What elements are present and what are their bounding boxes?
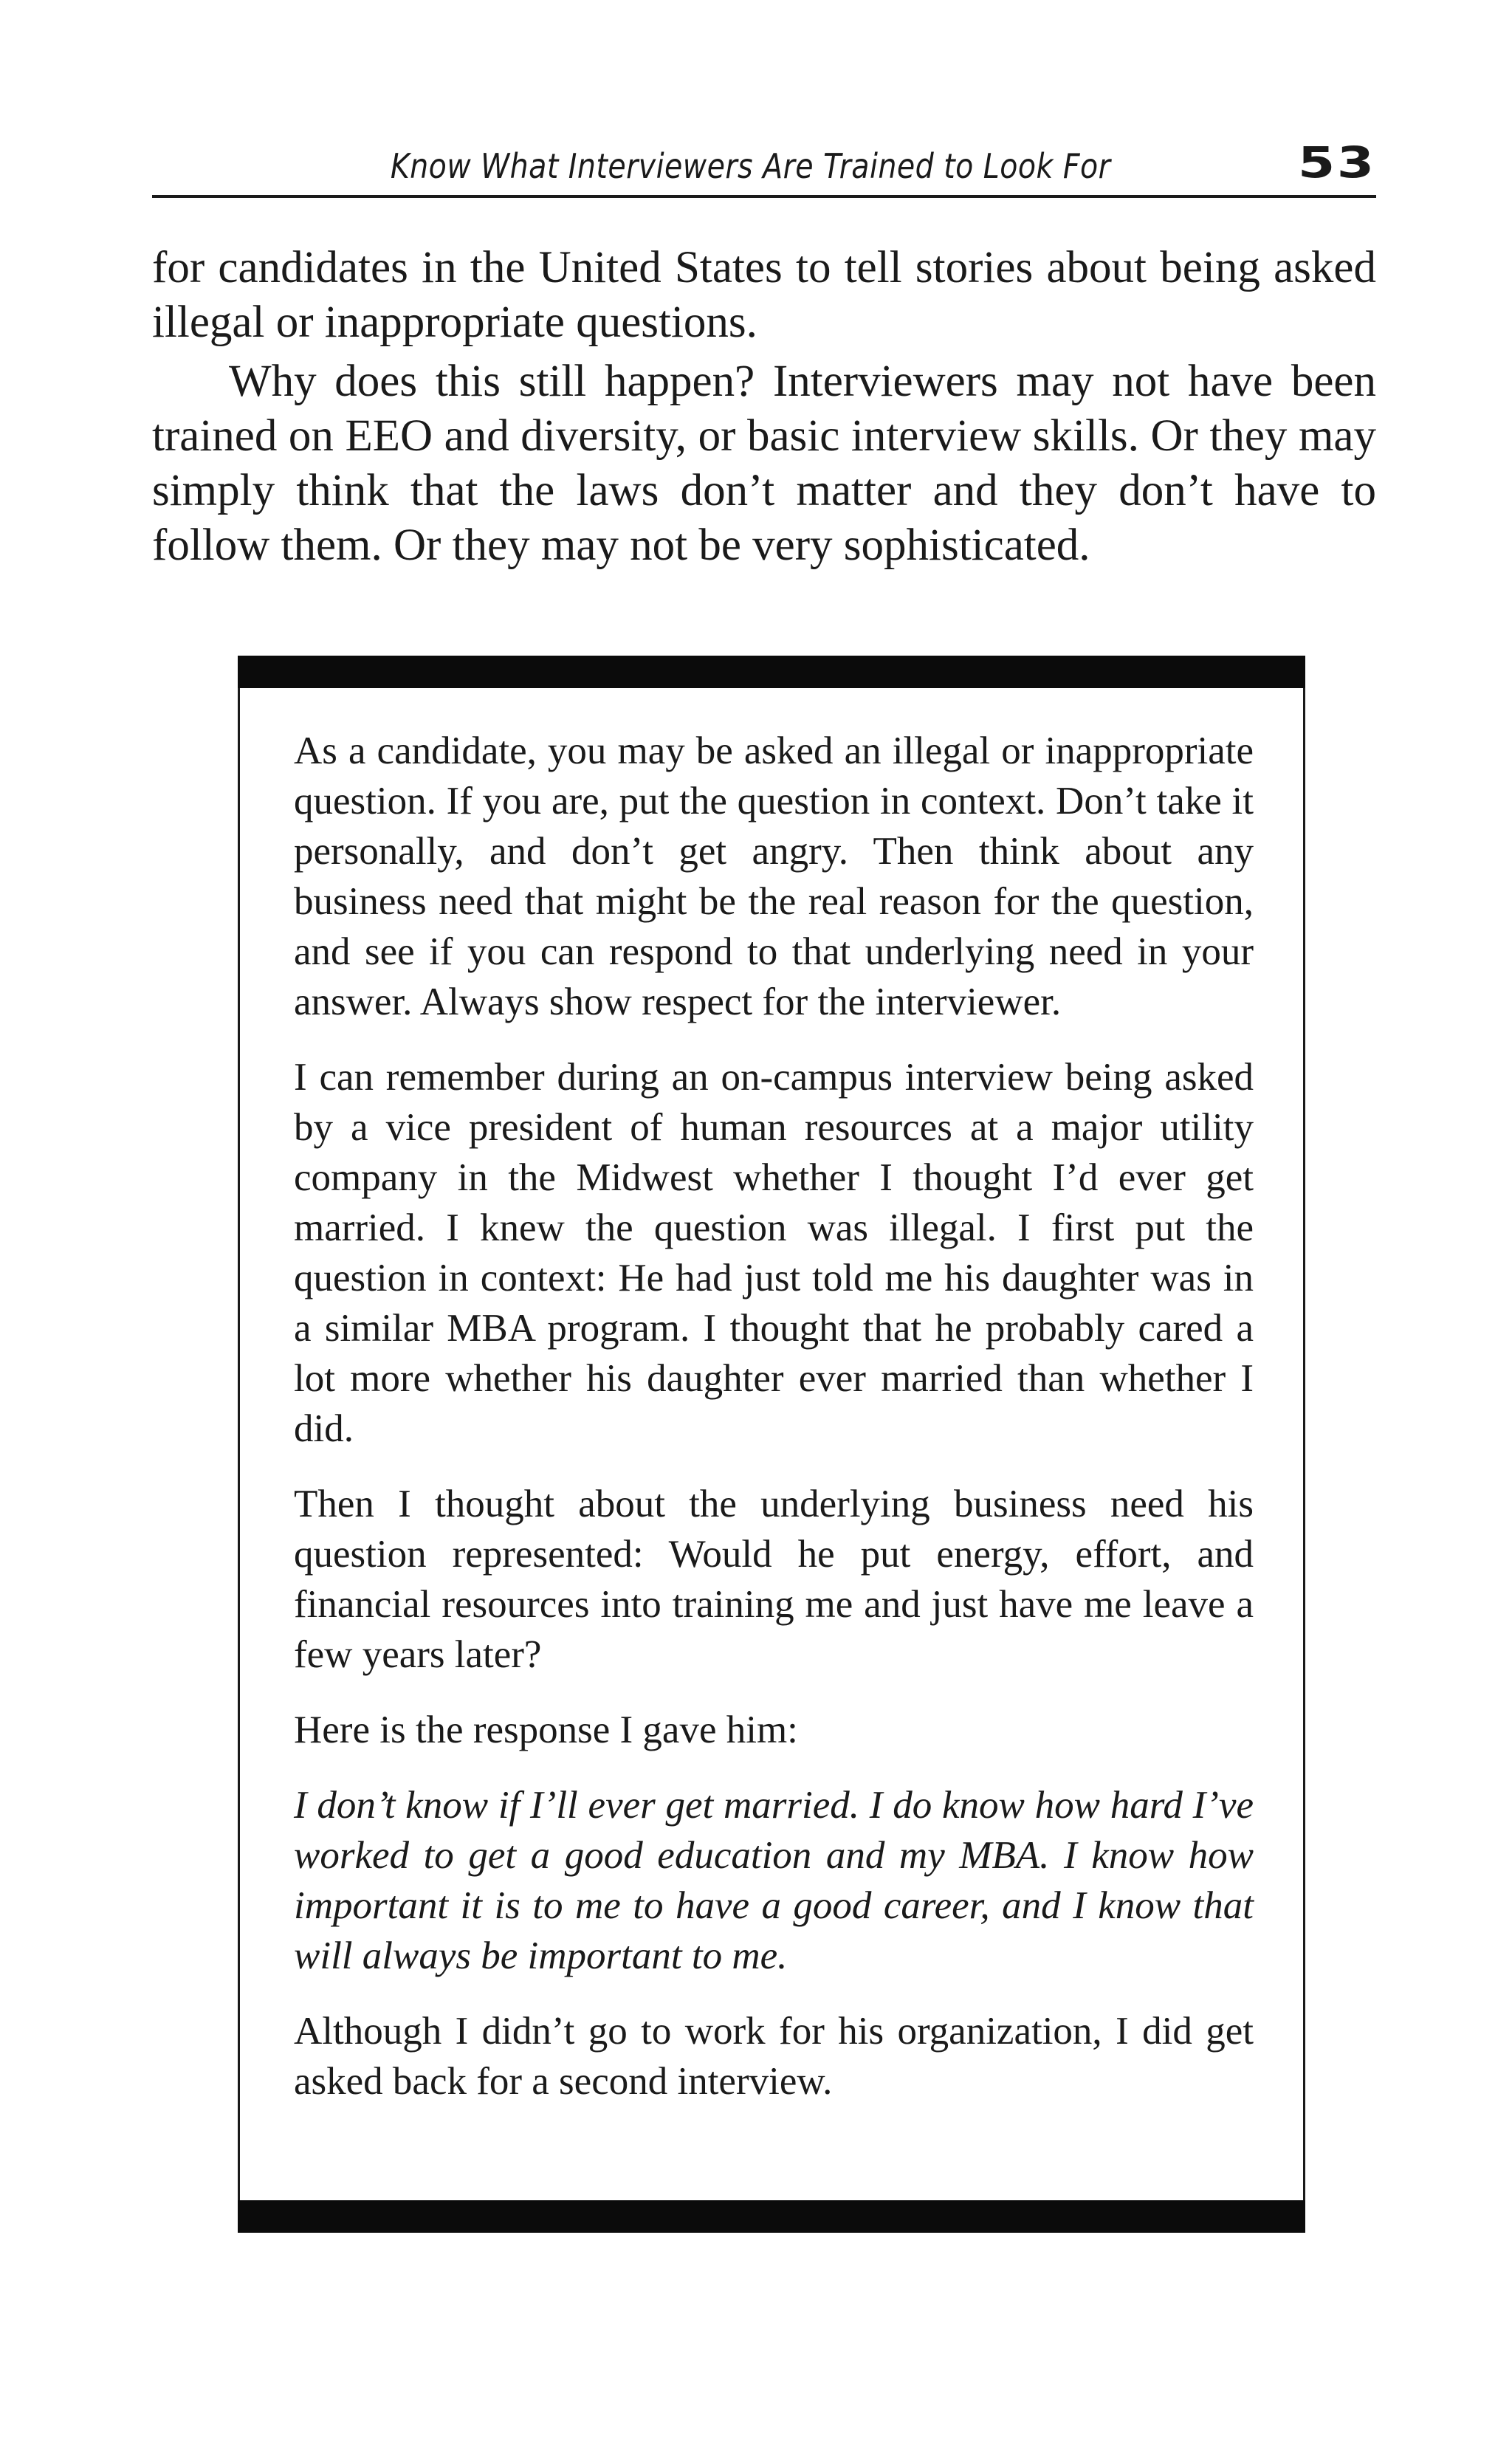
sidebar-quote: I don’t know if I’ll ever get married. I do know how hard I’ve worked to get a good education and my MBA. I know how important it is to me to have a good career, and I know that will always be important to me. xyxy=(294,1784,1254,1977)
body-text xyxy=(152,241,1376,573)
running-title: Know What Interviewers Are Trained to Look For xyxy=(390,146,1110,186)
sidebar-paragraph: Here is the response I gave him: xyxy=(294,1709,798,1751)
body-paragraph: Why does this still happen? Interviewers may not have been trained on EEO and diversity, or basic interview skills. Or they may simply think that the laws don’t matter and they don’t have to follow them. Or they may not be very sophisticated. xyxy=(152,357,1376,570)
sidebar-paragraph: Although I didn’t go to work for his organization, I did get asked back for a second interview. xyxy=(294,2010,1254,2103)
page-number: 53 xyxy=(1298,137,1376,188)
sidebar-content xyxy=(294,726,1254,2132)
running-header xyxy=(152,137,1376,198)
sidebar-top-bar xyxy=(238,656,1305,688)
sidebar-box xyxy=(238,656,1305,2233)
body-paragraph: for candidates in the United States to tell stories about being asked illegal or inappropriate questions. xyxy=(152,243,1376,347)
sidebar-paragraph: As a candidate, you may be asked an illegal or inappropriate question. If you are, put the question in context. Don’t take it personally, and don’t get angry. Then think about any business need that might be the real reason for the question, and see if you can respond to that underlying need in your answer. Always show respect for the interviewer. xyxy=(294,729,1254,1023)
sidebar-bottom-bar xyxy=(238,2200,1305,2233)
sidebar-paragraph: Then I thought about the underlying business need his question represented: Would he put energy, effort, and financial resources into training me and just have me leave a few years later? xyxy=(294,1483,1254,1676)
sidebar-paragraph: I can remember during an on-campus interview being asked by a vice president of human resources at a major utility company in the Midwest whether I thought I’d ever get married. I knew the question was illegal. I first put the question in context: He had just told me his daughter was in a similar MBA program. I thought that he probably cared a lot more whether his daughter ever married than whether I did. xyxy=(294,1056,1254,1450)
